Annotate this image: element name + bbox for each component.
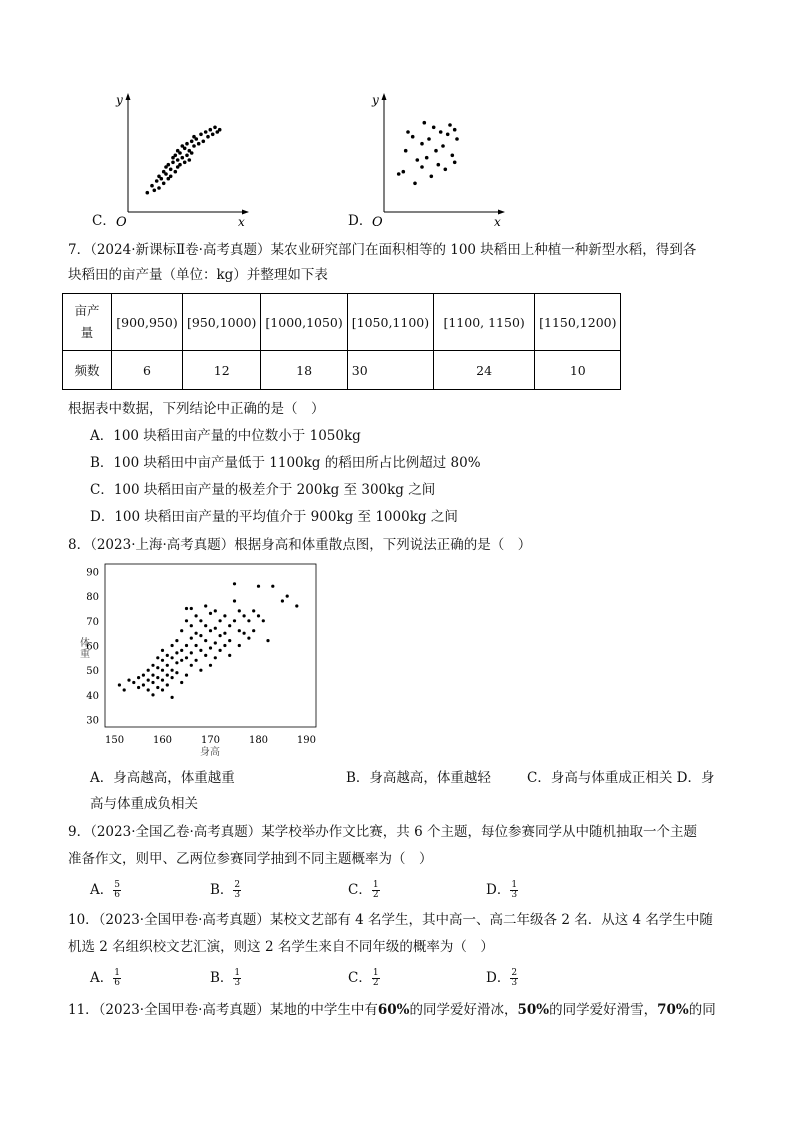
scatter-point — [118, 683, 121, 686]
scatter-point — [132, 681, 135, 684]
fraction: $\frac{1}{6}$ — [114, 968, 120, 988]
scatter-point — [174, 170, 178, 174]
scatter-point — [171, 161, 175, 165]
q10-option-a[interactable] — [90, 968, 121, 988]
scatter-point — [180, 629, 183, 632]
scatter-point — [185, 674, 188, 677]
option-label: C． — [348, 882, 372, 898]
option-label: D． — [486, 882, 511, 898]
x-tick-label: 150 — [105, 735, 125, 746]
scatter-point — [228, 639, 231, 642]
scatter-point — [192, 144, 196, 148]
scatter-point — [411, 135, 415, 139]
scatter-point — [183, 147, 187, 151]
scatter-point — [175, 661, 178, 664]
table-header-yield — [63, 294, 112, 351]
scatter-point — [151, 693, 154, 696]
scatter-point — [252, 629, 255, 632]
scatter-point — [209, 646, 212, 649]
scatter-point — [266, 639, 269, 642]
y-tick-label: 50 — [86, 666, 99, 678]
scatter-point — [171, 676, 174, 679]
scatter-d-points — [397, 121, 459, 185]
q8-option-d-cont[interactable]: 高与体重成负相关 — [90, 796, 198, 812]
x-ticks — [105, 735, 316, 746]
scatter-point — [233, 599, 236, 602]
q9-option-c[interactable] — [348, 880, 380, 900]
scatter-point — [423, 121, 427, 125]
scatter-point — [167, 163, 171, 167]
scatter-point — [185, 142, 189, 146]
scatter-point — [161, 688, 164, 691]
scatter-point — [171, 669, 174, 672]
y-axis-title-2: 重 — [80, 649, 90, 660]
scatter-point — [180, 681, 183, 684]
scatter-c-points — [146, 126, 222, 195]
fraction: $\frac{1}{3}$ — [511, 880, 518, 900]
scatter-point — [238, 644, 241, 647]
scatter-point — [185, 607, 188, 610]
scatter-point — [286, 595, 289, 598]
q9-stem-line1: 9．（2023·全国乙卷·高考真题）某学校举办作文比赛，共 6 个主题，每位参赛同学从中随机抽取一个主题 — [68, 824, 697, 840]
q9-option-b[interactable] — [210, 880, 241, 900]
fraction: $\frac{1}{2}$ — [372, 880, 379, 900]
scatter-point — [233, 582, 236, 585]
scatter-point — [257, 614, 260, 617]
scatter-point — [441, 144, 445, 148]
scatter-point — [161, 679, 164, 682]
scatter-point — [195, 614, 198, 617]
scatter-point — [178, 163, 182, 167]
table-cell-count: 30 — [347, 351, 433, 390]
scatter-point — [243, 614, 246, 617]
q8-stem: 8．（2023·上海·高考真题）根据身高和体重散点图，下列说法正确的是（ ） — [68, 537, 532, 553]
q7-option-d[interactable]: D．100 块稻田亩产量的平均值介于 900kg 至 1000kg 之间 — [90, 509, 458, 525]
scatter-point — [439, 130, 443, 134]
scatter-point — [160, 177, 164, 181]
table-cell-range: [1050,1100) — [347, 294, 433, 351]
scatter-point — [213, 126, 217, 130]
x-axis-label: x — [238, 215, 245, 229]
q9-option-a[interactable] — [90, 880, 121, 900]
scatter-point — [209, 629, 212, 632]
scatter-point — [147, 679, 150, 682]
scatter-point — [206, 135, 210, 139]
scatter-point — [150, 184, 154, 188]
scatter-point — [190, 607, 193, 610]
x-tick-label: 190 — [296, 735, 316, 746]
q8-option-c[interactable]: C．身高与体重成正相关 D．身 — [527, 770, 715, 786]
scatter-point — [219, 634, 222, 637]
scatter-option-c — [110, 90, 250, 230]
table-cell-range: [900,950) — [112, 294, 183, 351]
q11-text-3: 的同学爱好滑雪， — [549, 1002, 658, 1018]
scatter-point — [195, 632, 198, 635]
scatter-point — [181, 156, 185, 160]
scatter-point — [218, 128, 222, 132]
y-tick-label: 80 — [86, 592, 99, 604]
fraction: $\frac{2}{3}$ — [234, 880, 241, 900]
scatter-point — [166, 654, 169, 657]
q7-stem-line1: 7．（2024·新课标Ⅱ卷·高考真题）某农业研究部门在面积相等的 100 块稻田上种植一种新型水稻，得到各 — [68, 242, 697, 258]
scatter-point — [156, 676, 159, 679]
scatter-point — [195, 644, 198, 647]
scatter-point — [233, 619, 236, 622]
scatter-point — [214, 656, 217, 659]
scatter-point — [190, 151, 194, 155]
scatter-point — [420, 142, 424, 146]
scatter-point — [199, 669, 202, 672]
scatter-point — [137, 676, 140, 679]
scatter-point — [127, 679, 130, 682]
option-label: D． — [486, 970, 511, 986]
scatter-point — [219, 619, 222, 622]
scatter-point — [175, 651, 178, 654]
scatter-point — [190, 651, 193, 654]
scatter-point — [413, 182, 417, 186]
scatter-point — [142, 683, 145, 686]
scatter-point — [416, 158, 420, 162]
scatter-point — [169, 168, 173, 172]
option-label: B． — [210, 970, 234, 986]
q7-option-b[interactable]: B．100 块稻田中亩产量低于 1100kg 的稻田所占比例超过 80% — [90, 455, 481, 471]
scatter-point — [123, 688, 126, 691]
y-tick-label: 40 — [86, 690, 99, 702]
scatter-point — [427, 137, 431, 141]
x-arrow — [242, 210, 249, 215]
fraction: $\frac{2}{3}$ — [511, 968, 518, 988]
scatter-point — [178, 151, 182, 155]
q7-option-c[interactable]: C．100 块稻田亩产量的极差介于 200kg 至 300kg 之间 — [90, 482, 436, 498]
scatter-point — [166, 683, 169, 686]
scatter-point — [262, 619, 265, 622]
scatter-point — [195, 659, 198, 662]
scatter-point — [281, 599, 284, 602]
table-header-frequency: 频数 — [63, 351, 112, 390]
scatter-point — [402, 170, 406, 174]
scatter-point — [243, 632, 246, 635]
scatter-point — [166, 674, 169, 677]
scatter-point — [238, 609, 241, 612]
scatter-point — [161, 649, 164, 652]
scatter-point — [204, 624, 207, 627]
scatter-point — [199, 619, 202, 622]
scatter-point — [156, 656, 159, 659]
scatter-point — [180, 649, 183, 652]
scatter-point — [437, 163, 441, 167]
scatter-point — [156, 666, 159, 669]
scatter-point — [199, 649, 202, 652]
scatter-point — [171, 696, 174, 699]
scatter-point — [151, 681, 154, 684]
y-tick-label: 70 — [86, 616, 99, 628]
scatter-point — [223, 644, 226, 647]
table-cell-count: 6 — [112, 351, 183, 390]
yield-frequency-table — [62, 293, 621, 390]
scatter-point — [214, 609, 217, 612]
scatter-point — [171, 656, 174, 659]
scatter-point — [209, 128, 213, 132]
q11-pct-1: 60% — [377, 1002, 410, 1018]
table-row — [63, 294, 621, 351]
scatter-point — [202, 140, 206, 144]
table-cell-range: [1000,1050) — [261, 294, 347, 351]
scatter-point — [446, 133, 450, 137]
y-arrow — [382, 93, 387, 100]
scatter-point — [404, 149, 408, 153]
option-label: B． — [210, 882, 234, 898]
q10-stem-line1: 10．（2023·全国甲卷·高考真题）某校文艺部有 4 名学生，其中高一、高二年级各 2 名．从这 4 名学生中随 — [68, 912, 713, 928]
scatter-point — [155, 179, 159, 183]
scatter-point — [174, 154, 178, 158]
x-tick-label: 160 — [152, 735, 173, 746]
scatter-point — [190, 637, 193, 640]
scatter-point — [142, 674, 145, 677]
table-cell-range: [950,1000) — [183, 294, 261, 351]
scatter-point — [223, 614, 226, 617]
table-row — [63, 351, 621, 390]
scatter-point — [176, 158, 180, 162]
scatter-point — [434, 149, 438, 153]
q10-stem-line2: 机选 2 名组织校文艺汇演，则这 2 名学生来自不同年级的概率为（ ） — [68, 939, 494, 955]
scatter-point — [147, 688, 150, 691]
scatter-point — [190, 664, 193, 667]
table-cell-count: 24 — [434, 351, 535, 390]
scatter-point — [448, 123, 452, 127]
scatter-point — [204, 130, 208, 134]
scatter-point — [455, 137, 459, 141]
scatter-point — [247, 637, 250, 640]
y-axis-label: y — [116, 93, 123, 107]
scatter-point — [185, 656, 188, 659]
plot-frame — [105, 564, 316, 727]
scatter-hw-points — [118, 582, 299, 699]
option-c-label: C． — [92, 213, 116, 229]
scatter-point — [295, 604, 298, 607]
scatter-point — [156, 686, 159, 689]
table-cell-count: 18 — [261, 351, 347, 390]
x-axis-title: 身高 — [200, 747, 220, 758]
scatter-point — [228, 624, 231, 627]
y-axis-label: y — [372, 93, 379, 107]
scatter-point — [199, 634, 202, 637]
x-arrow — [498, 210, 505, 215]
scatter-point — [157, 186, 161, 190]
scatter-point — [161, 659, 164, 662]
option-label: C． — [348, 970, 372, 986]
scatter-point — [444, 168, 448, 172]
q7-prompt: 根据表中数据，下列结论中正确的是（ ） — [68, 401, 325, 417]
scatter-point — [247, 619, 250, 622]
option-d-label: D． — [348, 213, 373, 229]
scatter-point — [180, 659, 183, 662]
q10-option-b[interactable] — [210, 968, 241, 988]
scatter-point — [257, 585, 260, 588]
scatter-point — [425, 156, 429, 160]
scatter-point — [147, 669, 150, 672]
scatter-point — [228, 654, 231, 657]
scatter-point — [175, 639, 178, 642]
scatter-point — [219, 649, 222, 652]
scatter-point — [161, 669, 164, 672]
q11-pct-3: 70% — [657, 1002, 689, 1018]
fraction: $\frac{5}{6}$ — [114, 880, 120, 900]
scatter-point — [420, 165, 424, 169]
scatter-point — [162, 182, 166, 186]
scatter-point — [199, 133, 203, 137]
scatter-point — [151, 674, 154, 677]
scatter-point — [453, 161, 457, 165]
scatter-point — [204, 654, 207, 657]
scatter-option-d — [366, 90, 506, 230]
q8-option-b[interactable]: B．身高越高，体重越轻 — [346, 770, 491, 786]
scatter-point — [209, 664, 212, 667]
scatter-point — [169, 175, 173, 179]
scatter-point — [153, 189, 157, 193]
scatter-point — [166, 664, 169, 667]
q7-stem-line2: 块稻田的亩产量（单位：kg）并整理如下表 — [68, 267, 328, 283]
scatter-point — [188, 158, 192, 162]
table-cell-count: 10 — [535, 351, 621, 390]
y-tick-label: 60 — [86, 641, 99, 653]
scatter-point — [137, 686, 140, 689]
scatter-point — [204, 604, 207, 607]
scatter-point — [151, 664, 154, 667]
scatter-point — [175, 671, 178, 674]
origin-label: O — [116, 215, 127, 230]
scatter-point — [190, 624, 193, 627]
scatter-point — [146, 191, 150, 195]
scatter-point — [204, 639, 207, 642]
scatter-point — [190, 140, 194, 144]
q11-text-4: 的同 — [688, 1002, 716, 1018]
option-label: A． — [90, 970, 114, 986]
x-axis-label: x — [494, 215, 501, 229]
scatter-point — [214, 641, 217, 644]
y-tick-label: 90 — [86, 567, 99, 579]
q10-option-c[interactable] — [348, 968, 380, 988]
scatter-point — [185, 154, 189, 158]
scatter-point — [197, 142, 201, 146]
scatter-point — [271, 585, 274, 588]
scatter-point — [164, 172, 168, 176]
scatter-point — [252, 609, 255, 612]
x-tick-label: 180 — [248, 735, 269, 746]
fraction: $\frac{1}{3}$ — [234, 968, 241, 988]
y-arrow — [126, 93, 131, 100]
header-yield-a: 亩产 — [74, 303, 100, 318]
origin-label: O — [372, 215, 383, 230]
scatter-point — [209, 612, 212, 615]
header-yield-b: 量 — [80, 325, 94, 340]
scatter-point — [238, 629, 241, 632]
fraction: $\frac{1}{2}$ — [372, 968, 379, 988]
height-weight-scatter — [70, 558, 330, 764]
q9-option-d[interactable] — [486, 880, 518, 900]
scatter-point — [223, 632, 226, 635]
scatter-point — [430, 175, 434, 179]
q9-stem-line2: 准备作文，则甲、乙两位参赛同学抽到不同主题概率为（ ） — [68, 851, 433, 867]
scatter-point — [185, 644, 188, 647]
y-axis-title-1: 体 — [80, 638, 90, 649]
scatter-point — [397, 172, 401, 176]
q11-stem — [68, 1000, 716, 1020]
q8-option-a[interactable]: A．身高越高，体重越重 — [90, 770, 235, 786]
table-cell-count: 12 — [183, 351, 261, 390]
scatter-point — [453, 128, 457, 132]
scatter-point — [451, 154, 455, 158]
scatter-point — [211, 133, 215, 137]
q11-text-2: 的同学爱好滑冰， — [409, 1002, 518, 1018]
scatter-point — [406, 130, 410, 134]
q7-option-a[interactable]: A．100 块稻田亩产量的中位数小于 1050kg — [90, 428, 361, 444]
y-tick-label: 30 — [86, 715, 99, 727]
table-cell-range: [1150,1200) — [535, 294, 621, 351]
x-tick-label: 170 — [200, 735, 221, 746]
scatter-point — [195, 137, 199, 141]
q11-text-1: 11．（2023·全国甲卷·高考真题）某地的中学生中有 — [68, 1002, 378, 1018]
scatter-point — [171, 644, 174, 647]
option-label: A． — [90, 882, 114, 898]
scatter-point — [185, 619, 188, 622]
scatter-point — [214, 627, 217, 630]
q11-pct-2: 50% — [517, 1002, 550, 1018]
scatter-point — [432, 126, 436, 130]
scatter-point — [183, 161, 187, 165]
q10-option-d[interactable] — [486, 968, 518, 988]
table-cell-range: [1100, 1150) — [434, 294, 535, 351]
